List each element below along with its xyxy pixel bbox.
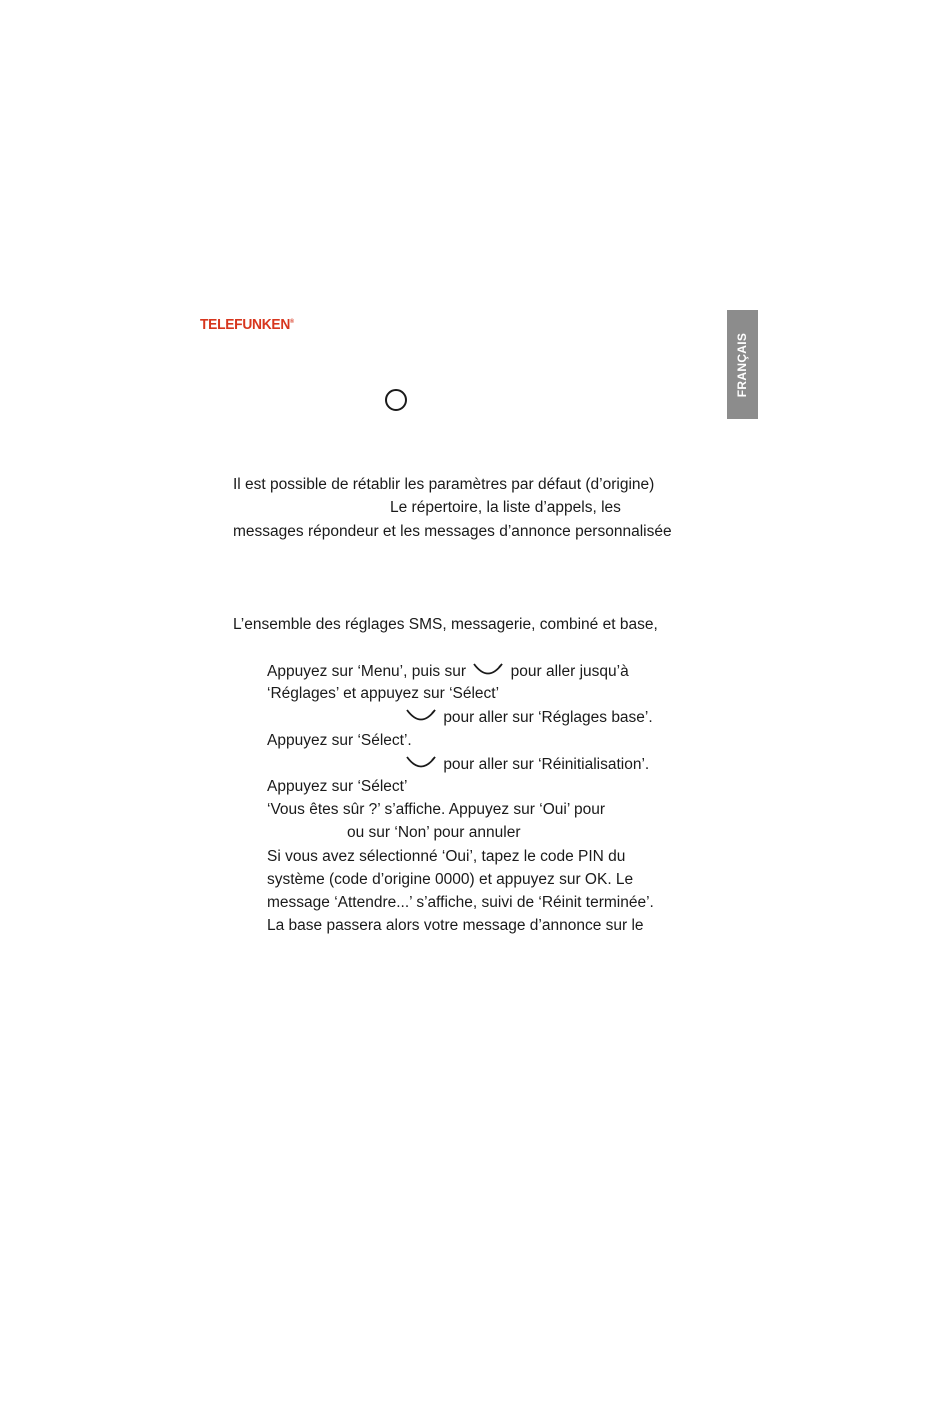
logo-registered-mark: ® (290, 319, 294, 325)
step4-line (403, 754, 649, 775)
step4-text: pour aller sur ‘Réinitialisation’. (443, 756, 650, 773)
paragraph1-line3: messages répondeur et les messages d’annonce personnalisée (233, 523, 672, 540)
telefunken-logo (200, 316, 294, 333)
nav-down-key-icon (405, 754, 437, 772)
step8-line: La base passera alors votre message d’annonce sur le (267, 917, 644, 934)
step7-line1: Si vous avez sélectionné ‘Oui’, tapez le code PIN du (267, 848, 626, 865)
step2-line (403, 707, 653, 728)
step2-text: pour aller sur ‘Réglages base’. (443, 709, 653, 726)
step3-line: Appuyez sur ‘Sélect’. (267, 732, 412, 749)
step1-line1 (267, 661, 629, 682)
nav-down-key-icon (472, 661, 504, 679)
step7-line3: message ‘Attendre...’ s’affiche, suivi de ‘Réinit terminée’. (267, 894, 654, 911)
language-tab-label: FRANÇAIS (735, 332, 750, 397)
nav-down-key-icon (405, 707, 437, 725)
step5-line: Appuyez sur ‘Sélect’ (267, 778, 408, 795)
step1-line2: ‘Réglages’ et appuyez sur ‘Sélect’ (267, 685, 500, 702)
paragraph1-line1: Il est possible de rétablir les paramètres par défaut (d’origine) (233, 476, 655, 493)
paragraph2-line1: L’ensemble des réglages SMS, messagerie, combiné et base, (233, 616, 658, 633)
language-tab (727, 310, 758, 419)
step1-text-a: Appuyez sur ‘Menu’, puis sur (267, 663, 467, 680)
step6-line1: ‘Vous êtes sûr ?’ s’affiche. Appuyez sur ‘Oui’ pour (267, 801, 606, 818)
paragraph1-line2: Le répertoire, la liste d’appels, les (390, 499, 621, 516)
circle-icon (385, 389, 407, 411)
logo-text: TELEFUNKEN (200, 316, 291, 333)
step6-line2: ou sur ‘Non’ pour annuler (347, 824, 521, 841)
step1-text-b: pour aller jusqu’à (510, 663, 629, 680)
step7-line2: système (code d’origine 0000) et appuyez sur OK. Le (267, 871, 634, 888)
